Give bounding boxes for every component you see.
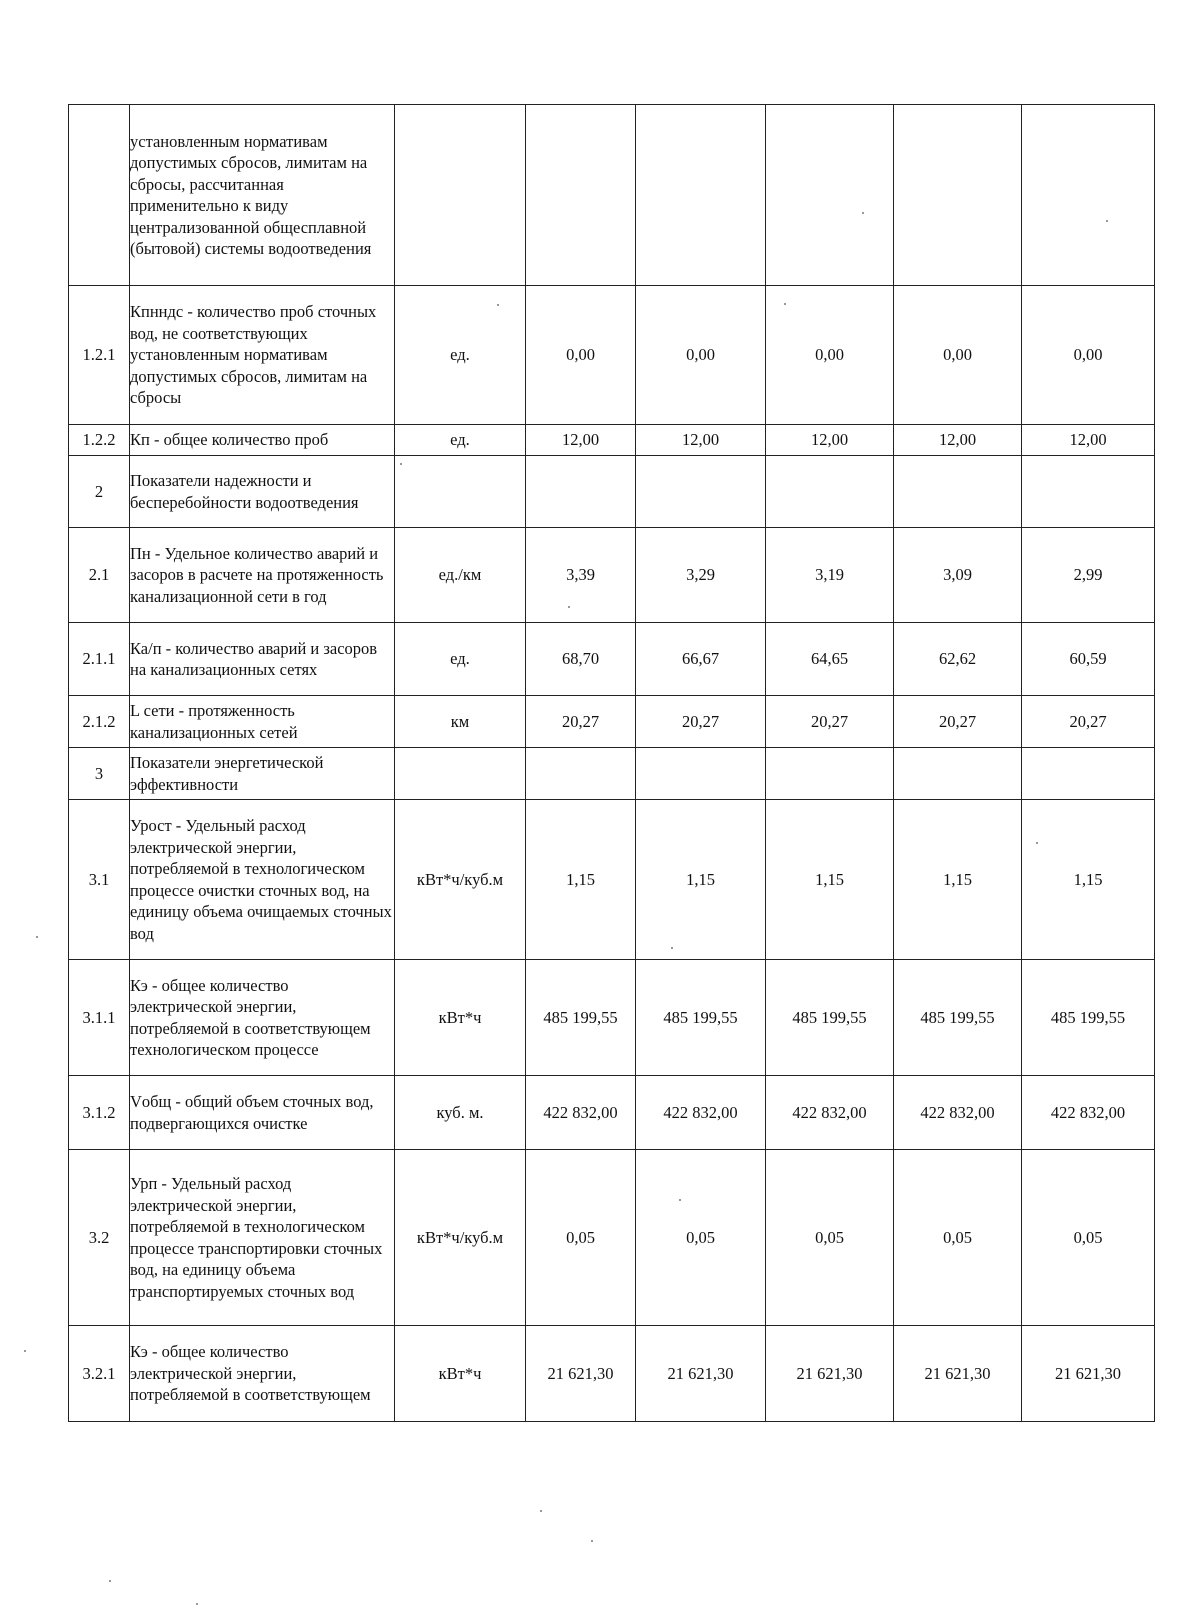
row-number: 1.2.2 — [69, 425, 130, 456]
value-cell — [636, 456, 766, 528]
value-cell: 21 621,30 — [636, 1326, 766, 1422]
value-cell — [1022, 105, 1155, 286]
unit-cell: ед. — [395, 623, 526, 696]
indicator-name: Кпнндс - количество проб сточных вод, не соответствующих установленным нормативам допустимых сбросов, лимитам на сбросы — [130, 286, 395, 425]
table-row — [69, 960, 1155, 1076]
indicator-name: Показатели энергетической эффективности — [130, 748, 395, 800]
table-row — [69, 528, 1155, 623]
value-cell: 3,29 — [636, 528, 766, 623]
indicator-name: Кэ - общее количество электрической энергии, потребляемой в соответствующем — [130, 1326, 395, 1422]
scan-speck — [196, 1603, 198, 1605]
row-number: 3.1.2 — [69, 1076, 130, 1150]
indicator-name: Vобщ - общий объем сточных вод, подвергающихся очистке — [130, 1076, 395, 1150]
value-cell: 422 832,00 — [1022, 1076, 1155, 1150]
value-cell: 485 199,55 — [526, 960, 636, 1076]
value-cell — [526, 105, 636, 286]
value-cell: 1,15 — [526, 800, 636, 960]
value-cell: 0,00 — [526, 286, 636, 425]
scan-speck — [671, 947, 673, 949]
value-cell — [894, 456, 1022, 528]
row-number: 3 — [69, 748, 130, 800]
value-cell: 1,15 — [636, 800, 766, 960]
row-number: 1.2.1 — [69, 286, 130, 425]
value-cell: 20,27 — [894, 696, 1022, 748]
table-row — [69, 1326, 1155, 1422]
value-cell: 12,00 — [894, 425, 1022, 456]
value-cell: 0,00 — [766, 286, 894, 425]
value-cell: 12,00 — [766, 425, 894, 456]
unit-cell: ед. — [395, 425, 526, 456]
table-row — [69, 286, 1155, 425]
value-cell — [636, 105, 766, 286]
row-number: 2.1 — [69, 528, 130, 623]
value-cell: 485 199,55 — [766, 960, 894, 1076]
row-number: 3.1.1 — [69, 960, 130, 1076]
table-row — [69, 800, 1155, 960]
value-cell: 68,70 — [526, 623, 636, 696]
row-number: 2.1.2 — [69, 696, 130, 748]
scan-speck — [568, 606, 570, 608]
unit-cell: кВт*ч — [395, 960, 526, 1076]
value-cell: 0,05 — [894, 1150, 1022, 1326]
value-cell: 485 199,55 — [636, 960, 766, 1076]
unit-cell — [395, 748, 526, 800]
value-cell — [526, 748, 636, 800]
value-cell: 62,62 — [894, 623, 1022, 696]
unit-cell: ед./км — [395, 528, 526, 623]
row-number: 3.2.1 — [69, 1326, 130, 1422]
value-cell: 422 832,00 — [636, 1076, 766, 1150]
scan-speck — [862, 212, 864, 214]
value-cell: 1,15 — [894, 800, 1022, 960]
value-cell — [1022, 748, 1155, 800]
value-cell — [526, 456, 636, 528]
scan-speck — [497, 304, 499, 306]
unit-cell: кВт*ч — [395, 1326, 526, 1422]
row-number: 2 — [69, 456, 130, 528]
value-cell: 66,67 — [636, 623, 766, 696]
value-cell: 0,05 — [766, 1150, 894, 1326]
scan-speck — [679, 1199, 681, 1201]
value-cell — [1022, 456, 1155, 528]
scan-speck — [1106, 220, 1108, 222]
indicators-table — [68, 104, 1155, 1422]
value-cell: 12,00 — [526, 425, 636, 456]
scan-speck — [36, 936, 38, 938]
table-row — [69, 748, 1155, 800]
value-cell: 60,59 — [1022, 623, 1155, 696]
value-cell: 0,05 — [1022, 1150, 1155, 1326]
value-cell: 20,27 — [1022, 696, 1155, 748]
scan-speck — [540, 1510, 542, 1512]
value-cell: 3,19 — [766, 528, 894, 623]
unit-cell: км — [395, 696, 526, 748]
scan-speck — [24, 1350, 26, 1352]
value-cell: 21 621,30 — [526, 1326, 636, 1422]
indicator-name: Кэ - общее количество электрической энергии, потребляемой в соответствующем технологическом процессе — [130, 960, 395, 1076]
value-cell: 1,15 — [766, 800, 894, 960]
value-cell — [894, 105, 1022, 286]
scan-speck — [400, 463, 402, 465]
table-row — [69, 456, 1155, 528]
value-cell: 485 199,55 — [1022, 960, 1155, 1076]
table-row — [69, 105, 1155, 286]
scan-speck — [109, 1580, 111, 1582]
indicator-name: Урост - Удельный расход электрической энергии, потребляемой в технологическом процессе очистки сточных вод, на единицу объема очищаемых сточных вод — [130, 800, 395, 960]
value-cell: 20,27 — [636, 696, 766, 748]
unit-cell: ед. — [395, 286, 526, 425]
table-row — [69, 425, 1155, 456]
value-cell: 21 621,30 — [894, 1326, 1022, 1422]
indicator-name: Пн - Удельное количество аварий и засоров в расчете на протяженность канализационной сети в год — [130, 528, 395, 623]
row-number: 3.2 — [69, 1150, 130, 1326]
value-cell — [766, 105, 894, 286]
value-cell: 0,00 — [894, 286, 1022, 425]
indicator-name: Ка/п - количество аварий и засоров на канализационных сетях — [130, 623, 395, 696]
value-cell — [636, 748, 766, 800]
value-cell: 3,09 — [894, 528, 1022, 623]
unit-cell: кВт*ч/куб.м — [395, 800, 526, 960]
value-cell: 422 832,00 — [766, 1076, 894, 1150]
value-cell: 12,00 — [1022, 425, 1155, 456]
indicator-name: Кп - общее количество проб — [130, 425, 395, 456]
indicator-name: Урп - Удельный расход электрической энергии, потребляемой в технологическом процессе транспортировки сточных вод, на единицу объема транспортируемых сточных вод — [130, 1150, 395, 1326]
table-row — [69, 1076, 1155, 1150]
value-cell: 0,05 — [526, 1150, 636, 1326]
row-number: 3.1 — [69, 800, 130, 960]
scan-speck — [591, 1540, 593, 1542]
unit-cell: кВт*ч/куб.м — [395, 1150, 526, 1326]
value-cell: 422 832,00 — [894, 1076, 1022, 1150]
value-cell: 12,00 — [636, 425, 766, 456]
value-cell: 2,99 — [1022, 528, 1155, 623]
value-cell — [894, 748, 1022, 800]
value-cell: 0,00 — [636, 286, 766, 425]
table-row — [69, 1150, 1155, 1326]
value-cell: 21 621,30 — [1022, 1326, 1155, 1422]
value-cell: 64,65 — [766, 623, 894, 696]
table-row — [69, 623, 1155, 696]
indicator-name: Показатели надежности и бесперебойности водоотведения — [130, 456, 395, 528]
scan-speck — [1036, 842, 1038, 844]
row-number — [69, 105, 130, 286]
unit-cell: куб. м. — [395, 1076, 526, 1150]
value-cell — [766, 456, 894, 528]
table-row — [69, 696, 1155, 748]
value-cell: 1,15 — [1022, 800, 1155, 960]
indicator-name: L сети - протяженность канализационных сетей — [130, 696, 395, 748]
value-cell: 0,00 — [1022, 286, 1155, 425]
value-cell: 3,39 — [526, 528, 636, 623]
value-cell: 20,27 — [766, 696, 894, 748]
value-cell: 20,27 — [526, 696, 636, 748]
scan-speck — [784, 303, 786, 305]
indicator-name: установленным нормативам допустимых сбросов, лимитам на сбросы, рассчитанная применительно к виду централизованной общесплавной (бытовой) системы водоотведения — [130, 105, 395, 286]
value-cell: 0,05 — [636, 1150, 766, 1326]
value-cell: 21 621,30 — [766, 1326, 894, 1422]
unit-cell — [395, 456, 526, 528]
value-cell — [766, 748, 894, 800]
value-cell: 422 832,00 — [526, 1076, 636, 1150]
unit-cell — [395, 105, 526, 286]
value-cell: 485 199,55 — [894, 960, 1022, 1076]
row-number: 2.1.1 — [69, 623, 130, 696]
